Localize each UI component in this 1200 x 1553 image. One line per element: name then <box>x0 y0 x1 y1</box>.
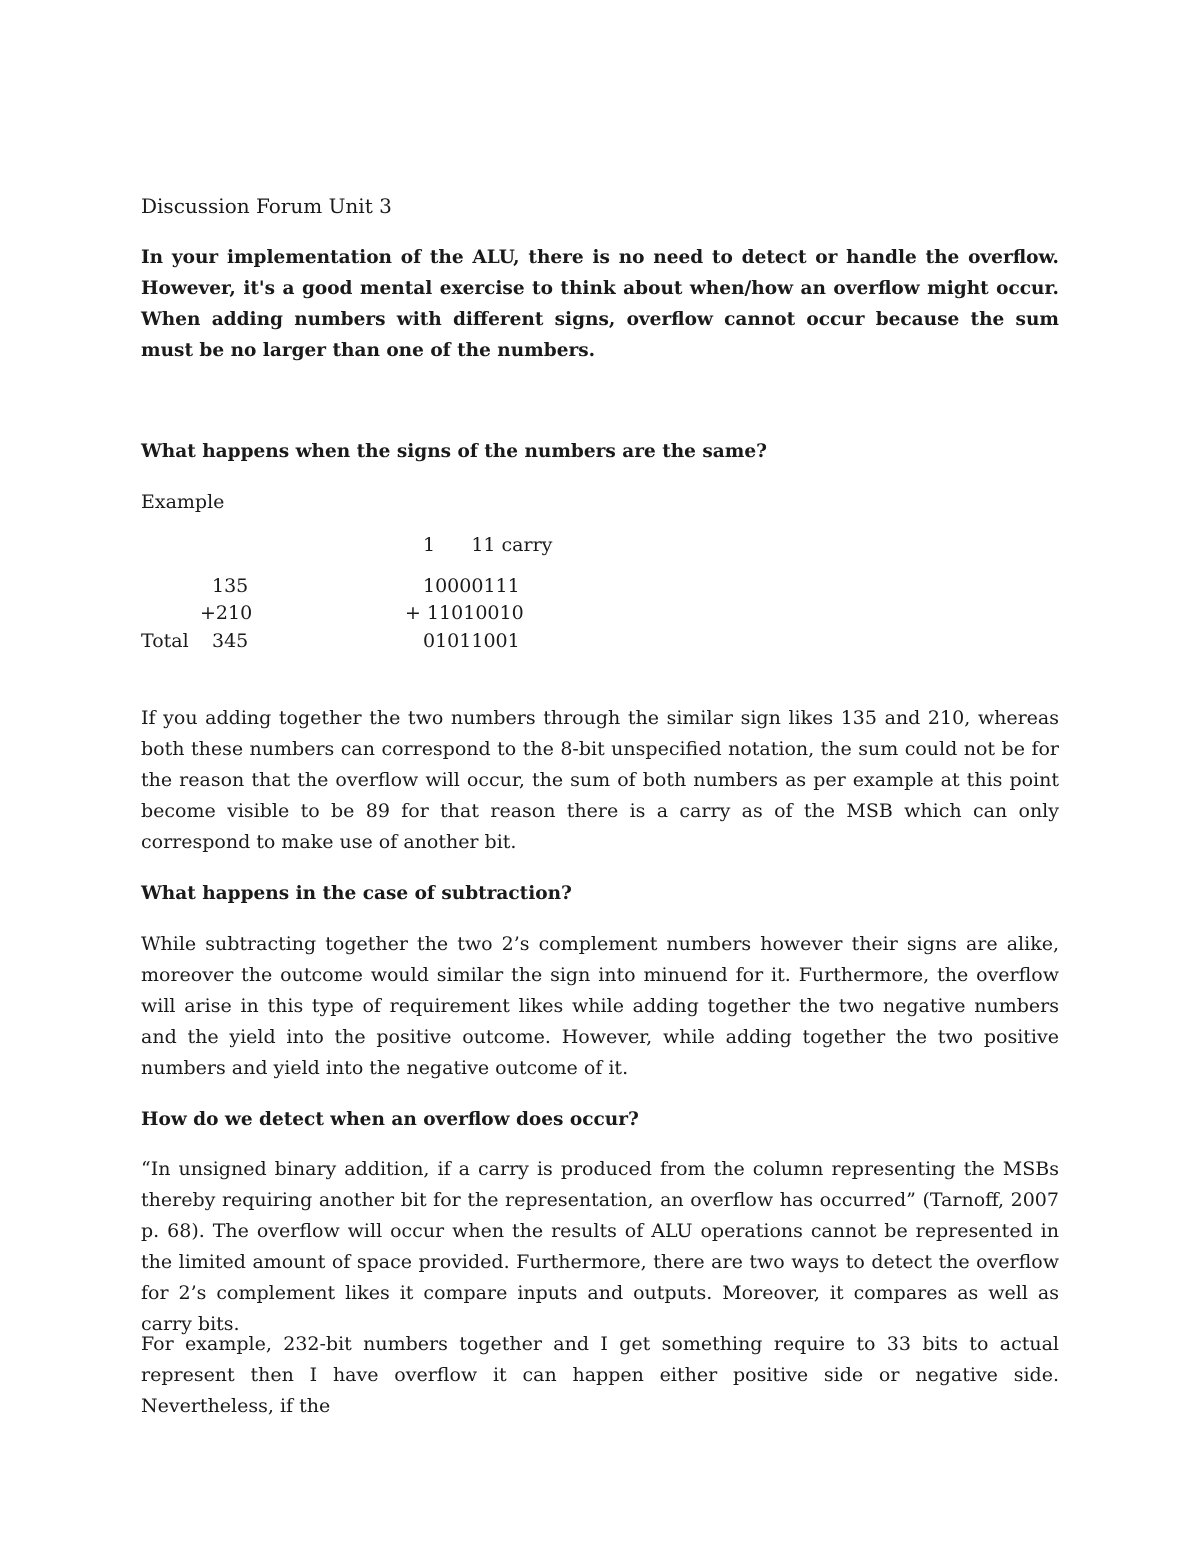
binary-operand-a: 10000111 <box>423 575 520 597</box>
subtraction-explanation: While subtracting together the two 2’s complement numbers however their signs are alike, moreover the outcome would similar the sign into minuend for it. Furthermore, the overflow will arise in this type of requirement likes while adding together the two negative numbers and the yield into the positive outcome. However, while adding together the two positive numbers and yield into the negative outcome of it. <box>141 933 1059 1079</box>
same-signs-explanation: If you adding together the two numbers through the similar sign likes 135 and 210, whereas both these numbers can correspond to the 8-bit unspecified notation, the sum could not be for the reason that the overflow will occur, the sum of both numbers as per example at this point become visible to be 89 for that reason there is a carry as of the MSB which can only correspond to make use of another bit. <box>141 707 1059 853</box>
intro-paragraph: In your implementation of the ALU, there is no need to detect or handle the overflow. However, it's a good mental exercise to think about when/how an overflow might occur. When adding numbers with different signs, overflow cannot occur because the sum must be no larger than one of the numbers. <box>141 247 1059 361</box>
total-label: Total <box>141 630 189 652</box>
binary-total: 01011001 <box>423 630 520 652</box>
document-title: Discussion Forum Unit 3 <box>141 194 392 218</box>
question-subtraction: What happens in the case of subtraction? <box>141 883 572 904</box>
decimal-operand-a: 135 <box>212 575 249 597</box>
question-detect-overflow: How do we detect when an overflow does occur? <box>141 1109 639 1130</box>
decimal-operand-b: +210 <box>200 602 253 624</box>
question-same-signs: What happens when the signs of the numbers are the same? <box>141 441 767 462</box>
binary-operand-b: + 11010010 <box>405 602 524 624</box>
carry-row: 1 11 carry <box>423 534 553 556</box>
example-paragraph: For example, 232-bit numbers together and I get something require to 33 bits to actual represent then I have overflow it can happen either positive side or negative side. Nevertheless, if the <box>141 1333 1059 1417</box>
detect-overflow-explanation: “In unsigned binary addition, if a carry is produced from the column representing the MSBs thereby requiring another bit for the representation, an overflow has occurred” (Tarnoff, 2007 p. 68). The overflow will occur when the results of ALU operations cannot be represented in the limited amount of space provided. Furthermore, there are two ways to detect the overflow for 2’s complement likes it compare inputs and outputs. Moreover, it compares as well as carry bits. <box>141 1158 1059 1335</box>
decimal-total: 345 <box>212 630 249 652</box>
example-label: Example <box>141 491 225 513</box>
